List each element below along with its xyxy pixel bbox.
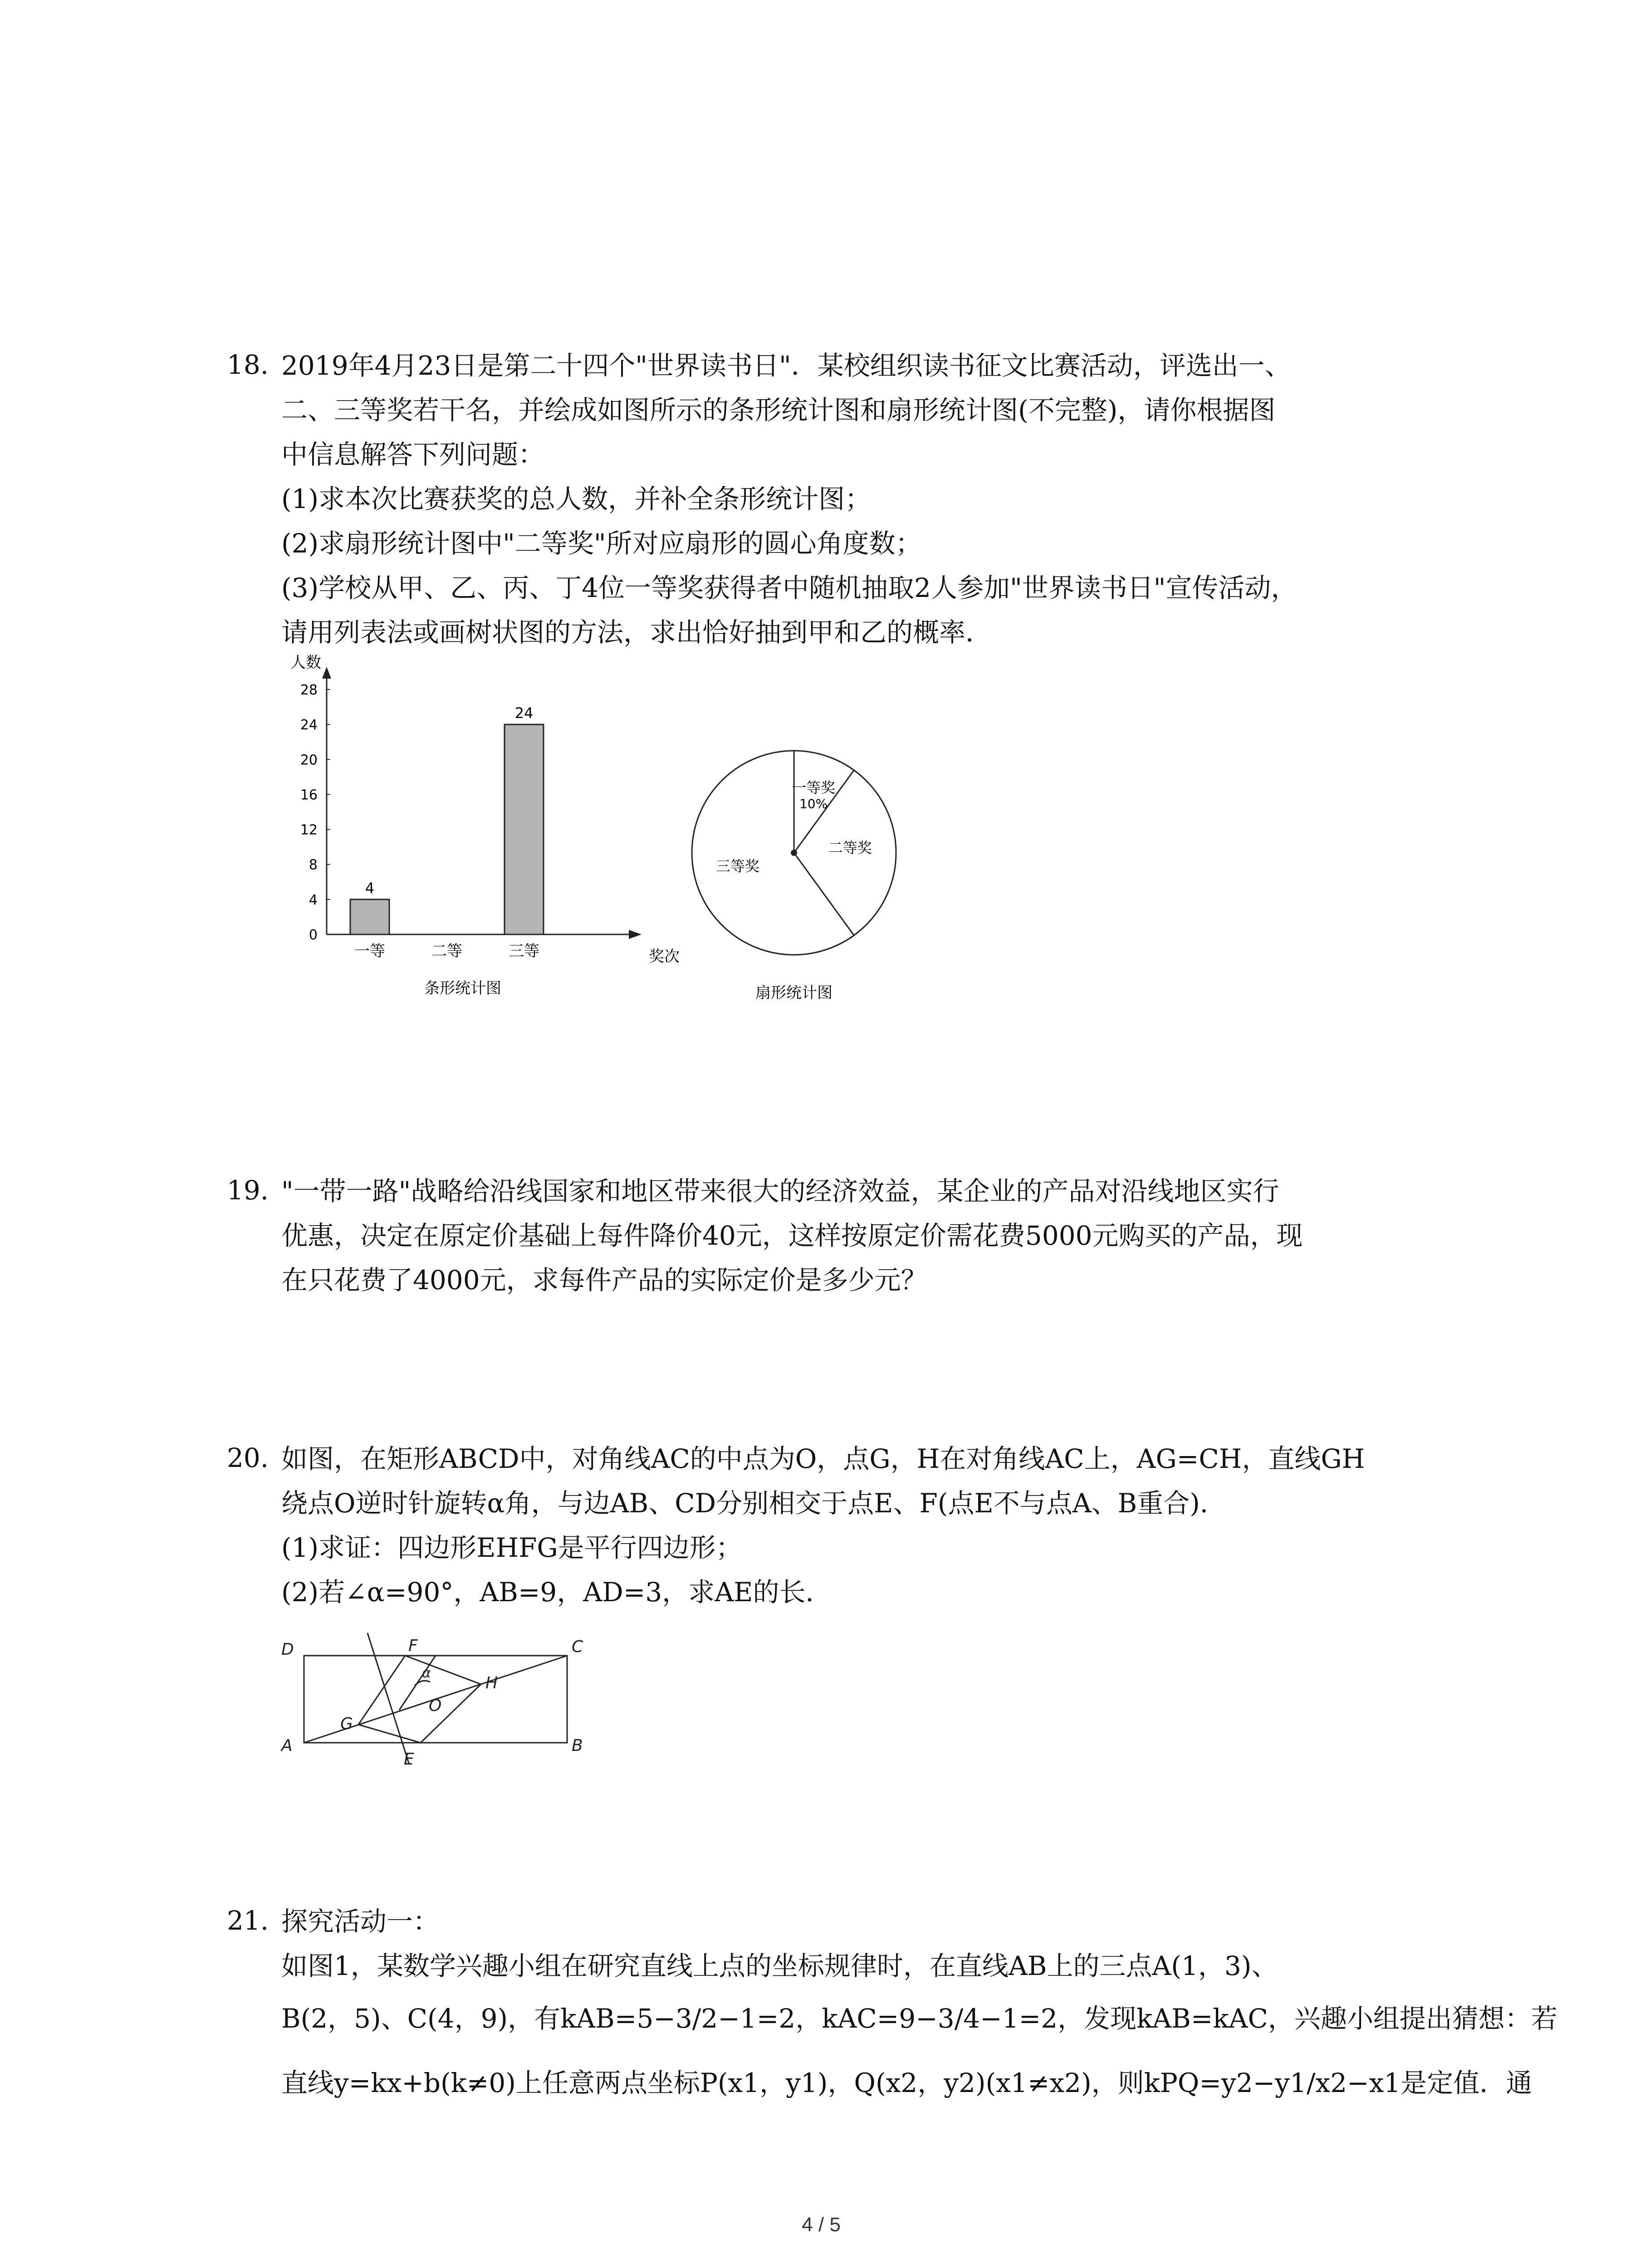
pie-chart xyxy=(671,739,926,1007)
y-tick-label: 28 xyxy=(300,682,318,698)
text-line: "一带一路"战略给沿线国家和地区带来很大的经济效益，某企业的产品对沿线地区实行 xyxy=(281,1176,1279,1207)
pie-slice-label: 三等奖 xyxy=(715,857,759,875)
text-line: 请用列表法或画树状图的方法，求出恰好抽到甲和乙的概率． xyxy=(281,617,992,648)
label-g: G xyxy=(340,1715,353,1733)
label-f: F xyxy=(408,1637,418,1655)
question-number: 21. xyxy=(227,1905,269,1936)
y-axis-arrow xyxy=(322,667,331,679)
text-line: 如图，在矩形ABCD中，对角线AC的中点为O，点G，H在对角线AC上，AG=CH，直线GH xyxy=(281,1443,1365,1474)
bar-data-label: 4 xyxy=(365,879,375,897)
page-number: 4 / 5 xyxy=(802,2214,841,2236)
text-line: (3)学校从甲、乙、丙、丁4位一等奖获得者中随机抽取2人参加"世界读书日"宣传活动， xyxy=(281,572,1298,603)
y-tick-label: 0 xyxy=(309,927,318,943)
x-tick-label: 二等 xyxy=(431,942,462,960)
pie-slice-boundary xyxy=(794,853,854,935)
y-tick-label: 20 xyxy=(300,752,318,768)
label-a: A xyxy=(281,1736,293,1755)
label-h: H xyxy=(485,1674,498,1692)
label-d: D xyxy=(281,1640,294,1659)
angle-alpha-arc xyxy=(415,1681,430,1686)
text-line: 如图1，某数学兴趣小组在研究直线上点的坐标规律时，在直线AB上的三点A(1，3)、 xyxy=(281,1950,1278,1981)
x-axis-label: 奖次 xyxy=(649,948,680,966)
x-tick-label: 一等 xyxy=(354,942,385,960)
y-axis-label: 人数 xyxy=(290,654,321,672)
side-ef-g xyxy=(358,1725,421,1743)
question-number: 19. xyxy=(227,1175,269,1206)
y-tick-label: 8 xyxy=(309,857,318,873)
text-line: 探究活动一： xyxy=(281,1906,440,1937)
label-b: B xyxy=(572,1736,583,1755)
bar-chart xyxy=(272,654,680,1007)
bar xyxy=(505,724,544,934)
y-tick-label: 24 xyxy=(300,717,318,733)
bar-chart-title: 条形统计图 xyxy=(424,979,501,997)
bar xyxy=(350,899,389,934)
pie-chart-title: 扇形统计图 xyxy=(755,984,833,1002)
rectangle-figure xyxy=(272,1628,617,1774)
label-o: O xyxy=(429,1696,442,1715)
pie-slice-value: 10% xyxy=(799,796,828,811)
x-tick-label: 三等 xyxy=(509,942,539,960)
text-line: (1)求证：四边形EHFG是平行四边形； xyxy=(281,1532,742,1563)
y-tick-label: 16 xyxy=(300,787,318,803)
y-tick-label: 4 xyxy=(309,892,318,908)
text-line: (2)求扇形统计图中"二等奖"所对应扇形的圆心角度数； xyxy=(281,528,922,559)
question-number: 18. xyxy=(227,349,269,380)
side-fh xyxy=(405,1656,481,1684)
text-line: 中信息解答下列问题： xyxy=(281,439,545,470)
side-gf xyxy=(358,1656,405,1725)
text-line: 绕点O逆时针旋转α角，与边AB、CD分别相交于点E、F(点E不与点A、B重合)． xyxy=(281,1488,1226,1519)
line-ef xyxy=(367,1633,409,1765)
pie-slice-label: 一等奖 xyxy=(792,779,836,797)
x-axis-arrow xyxy=(629,930,642,939)
text-line: 优惠，决定在原定价基础上每件降价40元，这样按原定价需花费5000元购买的产品，现 xyxy=(281,1220,1303,1251)
text-line: 2019年4月23日是第二十四个"世界读书日"．某校组织读书征文比赛活动，评选出一、 xyxy=(281,350,1291,381)
question-number: 20. xyxy=(227,1442,269,1473)
text-line: (1)求本次比赛获奖的总人数，并补全条形统计图； xyxy=(281,484,872,514)
pie-slice-label: 二等奖 xyxy=(828,839,872,856)
pie-center xyxy=(791,850,797,856)
label-alpha: α xyxy=(422,1665,431,1681)
text-line: (2)若∠α=90°，AB=9，AD=3，求AE的长． xyxy=(281,1577,832,1608)
label-e: E xyxy=(404,1750,414,1769)
text-line: 在只花费了4000元，求每件产品的实际定价是多少元？ xyxy=(281,1265,927,1295)
text-line: B(2，5)、C(4，9)，有kAB=5−3/2−1=2，kAC=9−3/4−1=2，发现kAB=kAC，兴趣小组提出猜想：若 xyxy=(281,2003,1558,2034)
bar-data-label: 24 xyxy=(514,704,534,722)
y-tick-label: 12 xyxy=(300,822,318,838)
label-c: C xyxy=(572,1637,583,1656)
text-line: 直线y=kx+b(k≠0)上任意两点坐标P(x1，y1)，Q(x2，y2)(x1≠x2)，则kPQ=y2−y1/x2−x1是定值．通 xyxy=(281,2068,1533,2098)
text-line: 二、三等奖若干名，并绘成如图所示的条形统计图和扇形统计图(不完整)，请你根据图 xyxy=(281,395,1276,425)
